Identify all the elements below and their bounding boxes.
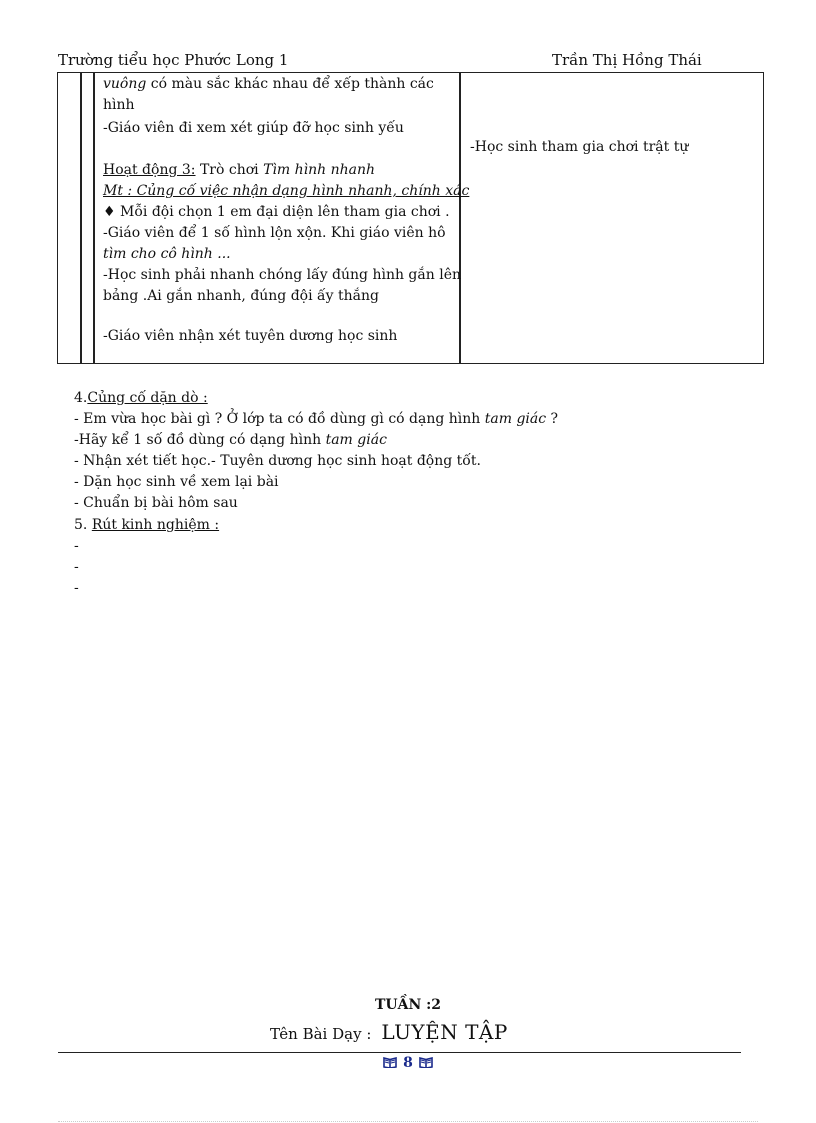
consolidation-title: 4.Củng cố dặn dò : (74, 390, 208, 406)
activity-line-3: -Giáo viên đi xem xét giúp đỡ học sinh yếu (103, 120, 404, 136)
header-teacher: Trần Thị Hồng Thái (552, 51, 702, 69)
experience-dash-3: - (74, 580, 79, 596)
book-right-icon (419, 1057, 433, 1068)
table-column-divider-3 (459, 72, 461, 364)
experience-dash-1: - (74, 538, 79, 554)
activity-bullet: ♦ Mỗi đội chọn 1 em đại diện lên tham gia chơi . (103, 204, 450, 220)
activity-line-1: vuông có màu sắc khác nhau để xếp thành các (103, 76, 434, 92)
table-column-divider-1 (80, 72, 82, 364)
experience-dash-2: - (74, 559, 79, 575)
experience-title: 5. Rút kinh nghiệm : (74, 517, 220, 533)
table-column-divider-2 (93, 72, 95, 364)
consolidation-question-2: -Hãy kể 1 số đồ dùng có dạng hình tam giác (74, 432, 387, 448)
activity-line-2: hình (103, 97, 135, 113)
activity-goal: Mt : Củng cố việc nhận dạng hình nhanh, chính xác (103, 183, 470, 199)
activity-rule-1b: tìm cho cô hình ... (103, 246, 231, 262)
consolidation-item-3: - Chuẩn bị bài hôm sau (74, 495, 238, 511)
activity-rule-1: -Giáo viên để 1 số hình lộn xộn. Khi giáo viên hô (103, 225, 446, 241)
activity-rule-2b: bảng .Ai gắn nhanh, đúng đội ấy thắng (103, 288, 379, 304)
page-number: 8 (0, 1055, 816, 1071)
book-left-icon (383, 1057, 397, 1068)
lesson-title: LUYỆN TẬP (381, 1020, 508, 1044)
page-bottom-edge (58, 1121, 758, 1122)
consolidation-item-1: - Nhận xét tiết học.- Tuyên dương học sinh hoạt động tốt. (74, 453, 481, 469)
lesson-title-line: Tên Bài Dạy : LUYỆN TẬP (270, 1020, 508, 1044)
week-label: TUẦN :2 (374, 997, 442, 1013)
header-school: Trường tiểu học Phước Long 1 (58, 51, 289, 69)
activity-closing: -Giáo viên nhận xét tuyên dương học sinh (103, 328, 398, 344)
consolidation-question-1: - Em vừa học bài gì ? Ở lớp ta có đồ dùng gì có dạng hình tam giác ? (74, 411, 559, 427)
activity-3-heading: Hoạt động 3: Trò chơi Tìm hình nhanh (103, 162, 376, 178)
consolidation-item-2: - Dặn học sinh về xem lại bài (74, 474, 279, 490)
activity-rule-2: -Học sinh phải nhanh chóng lấy đúng hình gắn lên (103, 267, 461, 283)
footer-divider (58, 1052, 741, 1053)
student-activity-cell: -Học sinh tham gia chơi trật tự (470, 139, 689, 155)
